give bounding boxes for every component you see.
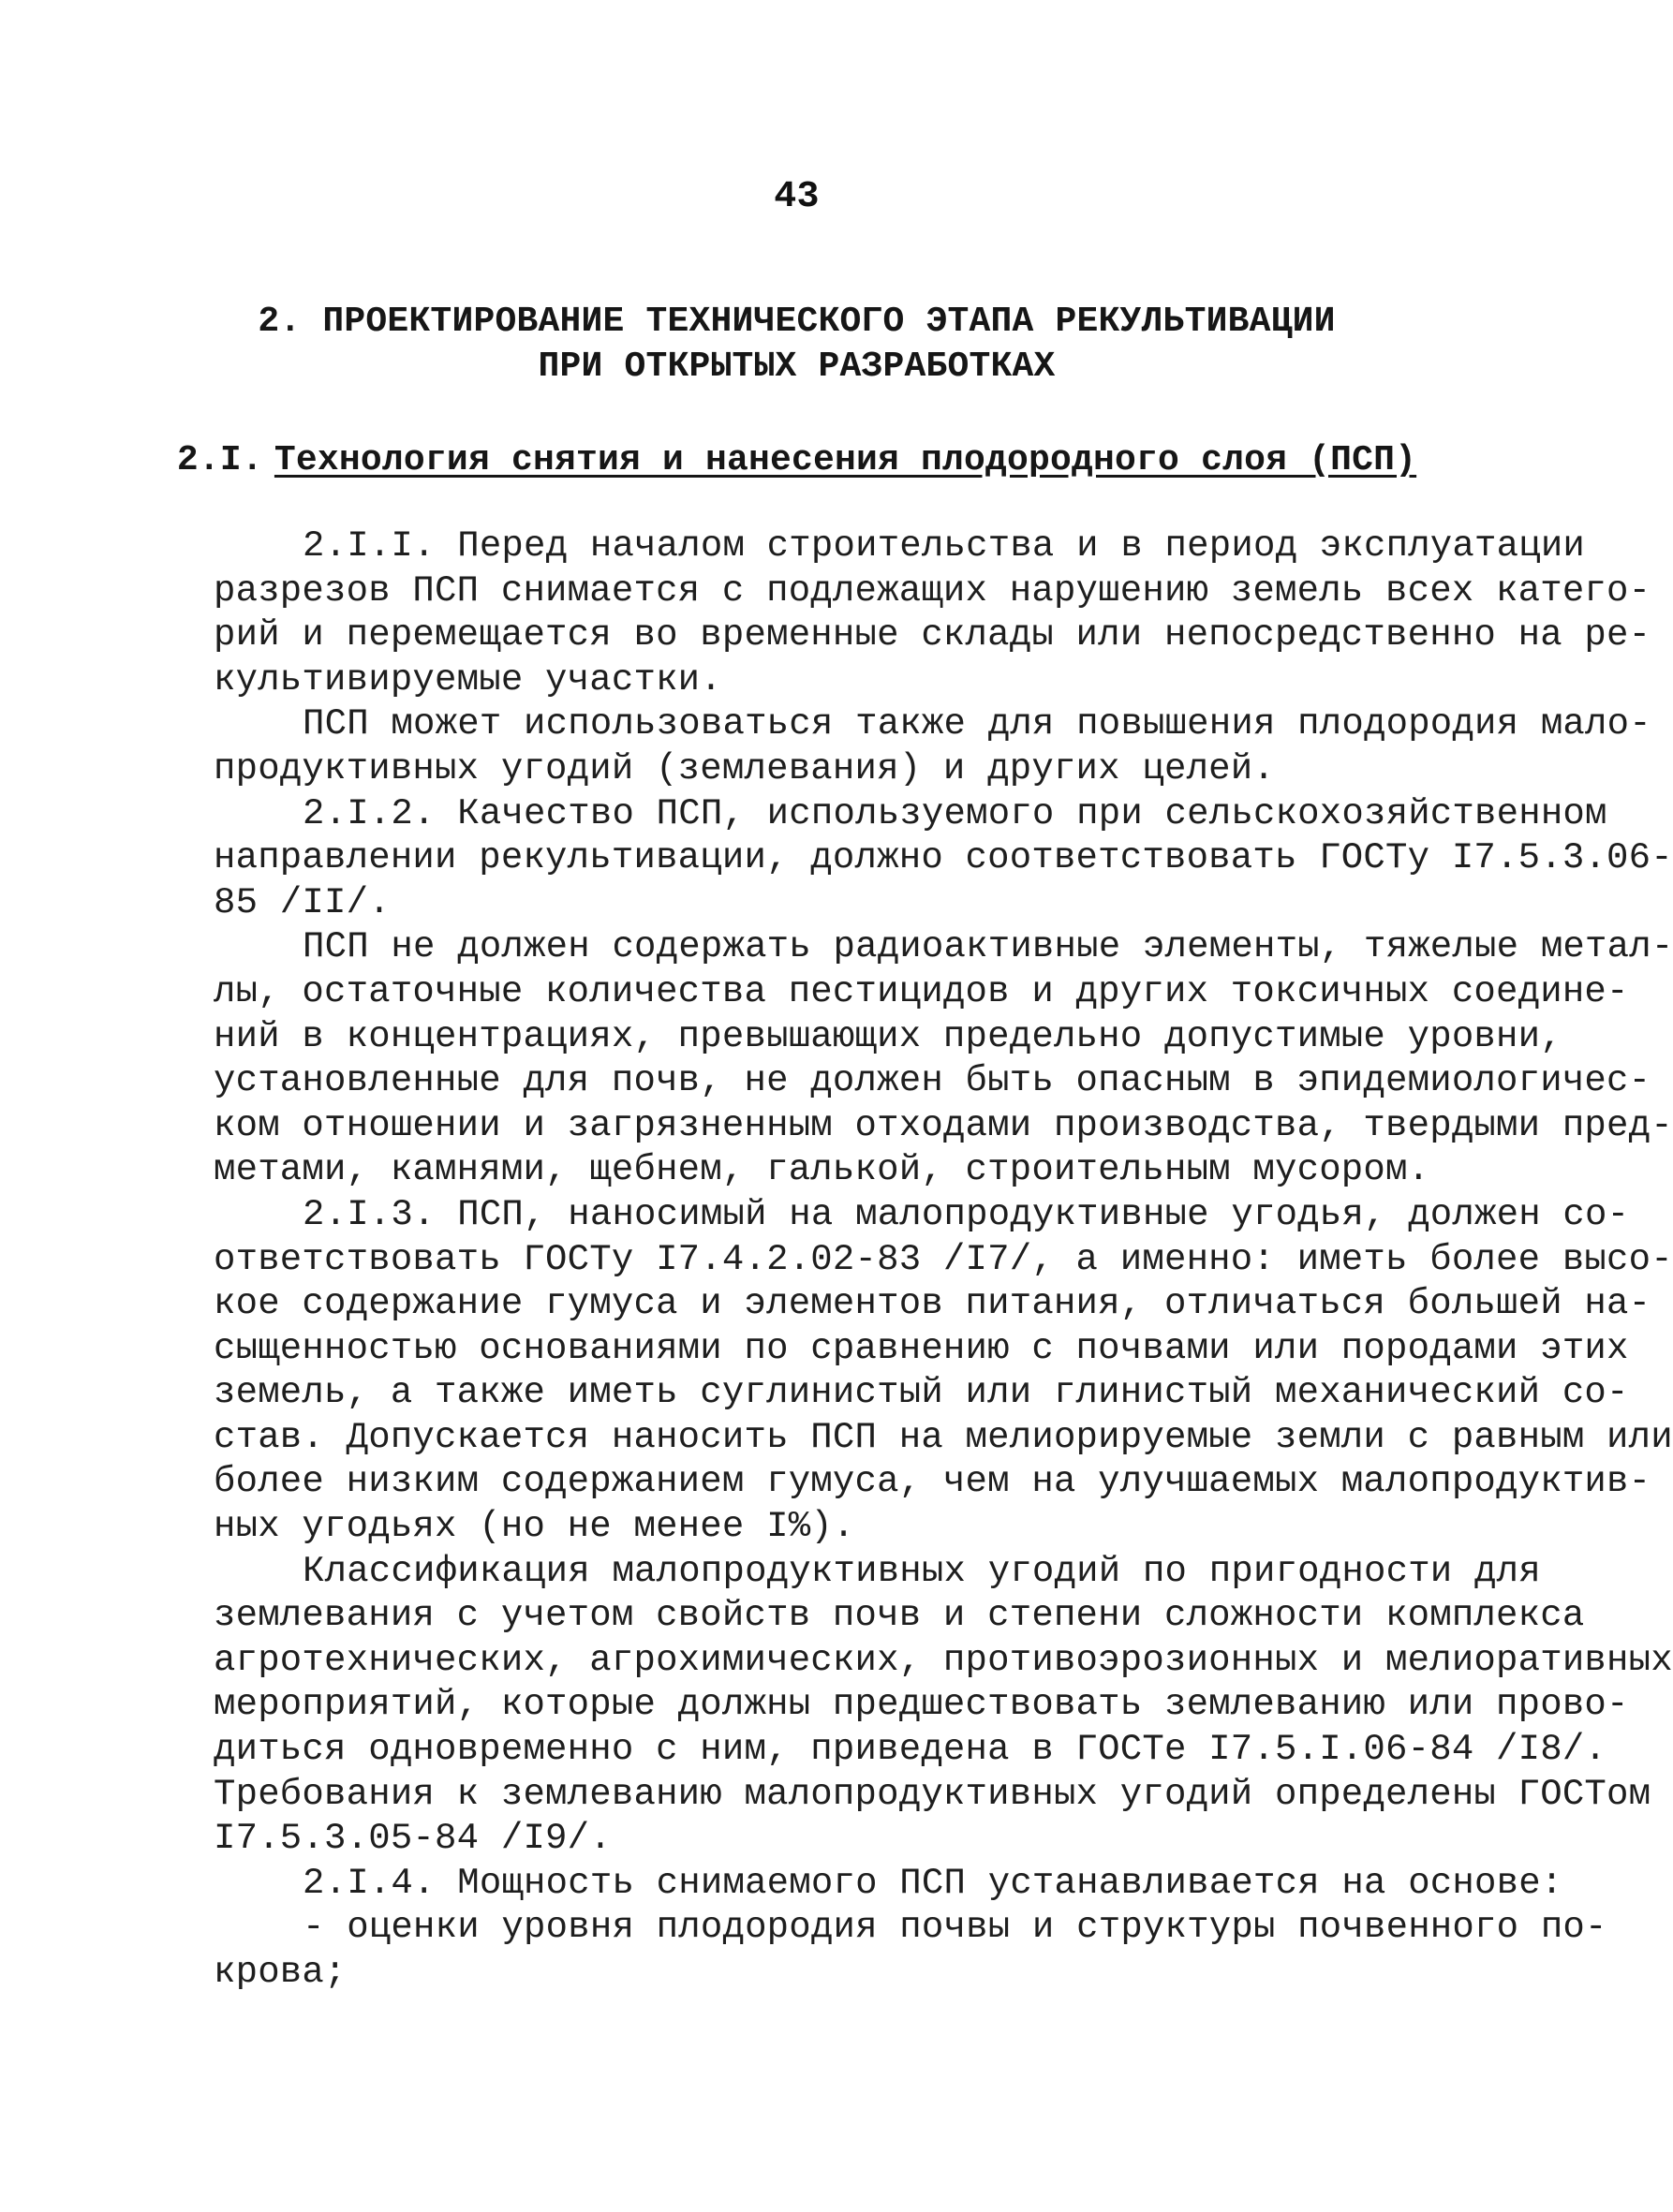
body-line: - оценки уровня плодородия почвы и структуры почвенного по- [303, 1907, 1607, 1949]
section-title [0, 300, 1593, 389]
body-line: Классификация малопродуктивных угодий по пригодности для [303, 1550, 1541, 1592]
body-line: Требования к землеванию малопродуктивных угодий определены ГОСТом [214, 1773, 1651, 1815]
body-line: земель, а также иметь суглинистый или глинистый механический со- [214, 1372, 1629, 1414]
body-line: 85 /II/. [214, 881, 391, 923]
body-line: крова; [214, 1952, 347, 1993]
section-title-line-1: 2. ПРОЕКТИРОВАНИЕ ТЕХНИЧЕСКОГО ЭТАПА РЕКУЛЬТИВАЦИИ [258, 302, 1336, 342]
subsection-title [0, 440, 1593, 480]
body-line: рий и перемещается во временные склады или непосредственно на ре- [214, 614, 1651, 656]
body-line: установленные для почв, не должен быть опасным в эпидемиологичес- [214, 1060, 1651, 1102]
body-line: ПСП может использоваться также для повышения плодородия мало- [303, 703, 1651, 745]
body-line: культивируемые участки. [214, 658, 722, 700]
body-line: 2.I.I. Перед началом строительства и в период эксплуатации [303, 525, 1586, 567]
body-line: ных угодьях (но не менее I%). [214, 1506, 855, 1548]
body-line: 2.I.4. Мощность снимаемого ПСП устанавливается на основе: [303, 1862, 1563, 1904]
subsection-title-text: Технология снятия и нанесения плодородного слоя (ПСП) [274, 440, 1417, 480]
body-line: ответствовать ГОСТу I7.4.2.02-83 /I7/, а именно: иметь более высо- [214, 1238, 1673, 1280]
body-line: направлении рекультивации, должно соответствовать ГОСТу I7.5.3.06- [214, 837, 1673, 879]
body-line: ПСП не должен содержать радиоактивные элементы, тяжелые метал- [303, 926, 1673, 968]
body-line: ком отношении и загрязненным отходами производства, твердыми пред- [214, 1104, 1673, 1146]
body-line: кое содержание гумуса и элементов питания, отличаться большей на- [214, 1283, 1651, 1325]
body-line: став. Допускается наносить ПСП на мелиорируемые земли с равным или [214, 1416, 1673, 1458]
body-line: метами, камнями, щебнем, галькой, строительным мусором. [214, 1149, 1430, 1191]
body-line: лы, остаточные количества пестицидов и других токсичных соедине- [214, 970, 1629, 1012]
body-text [214, 524, 1673, 1996]
subsection-number: 2.I. [176, 440, 263, 480]
body-line: агротехнических, агрохимических, противоэрозионных и мелиоративных [214, 1639, 1673, 1681]
body-line: сыщенностью основаниями по сравнению с почвами или породами этих [214, 1327, 1629, 1369]
body-line: ний в концентрациях, превышающих предельно допустимые уровни, [214, 1015, 1562, 1057]
body-line: 2.I.2. Качество ПСП, используемого при сельскохозяйственном [303, 792, 1607, 834]
body-line: 2.I.3. ПСП, наносимый на малопродуктивные угодья, должен со- [303, 1193, 1630, 1235]
body-line: диться одновременно с ним, приведена в ГОСТе I7.5.I.06-84 /I8/. [214, 1729, 1607, 1771]
body-line: продуктивных угодий (землевания) и других целей. [214, 747, 1275, 789]
body-line: I7.5.3.05-84 /I9/. [214, 1818, 612, 1860]
body-line: более низким содержанием гумуса, чем на улучшаемых малопродуктив- [214, 1461, 1651, 1503]
body-line: разрезов ПСП снимается с подлежащих нарушению земель всех катего- [214, 569, 1651, 612]
section-title-line-2: ПРИ ОТКРЫТЫХ РАЗРАБОТКАХ [538, 346, 1056, 387]
body-line: мероприятий, которые должны предшествовать землеванию или прово- [214, 1684, 1629, 1726]
page-number: 43 [774, 176, 820, 218]
body-line: землевания с учетом свойств почв и степени сложности комплекса [214, 1595, 1585, 1637]
